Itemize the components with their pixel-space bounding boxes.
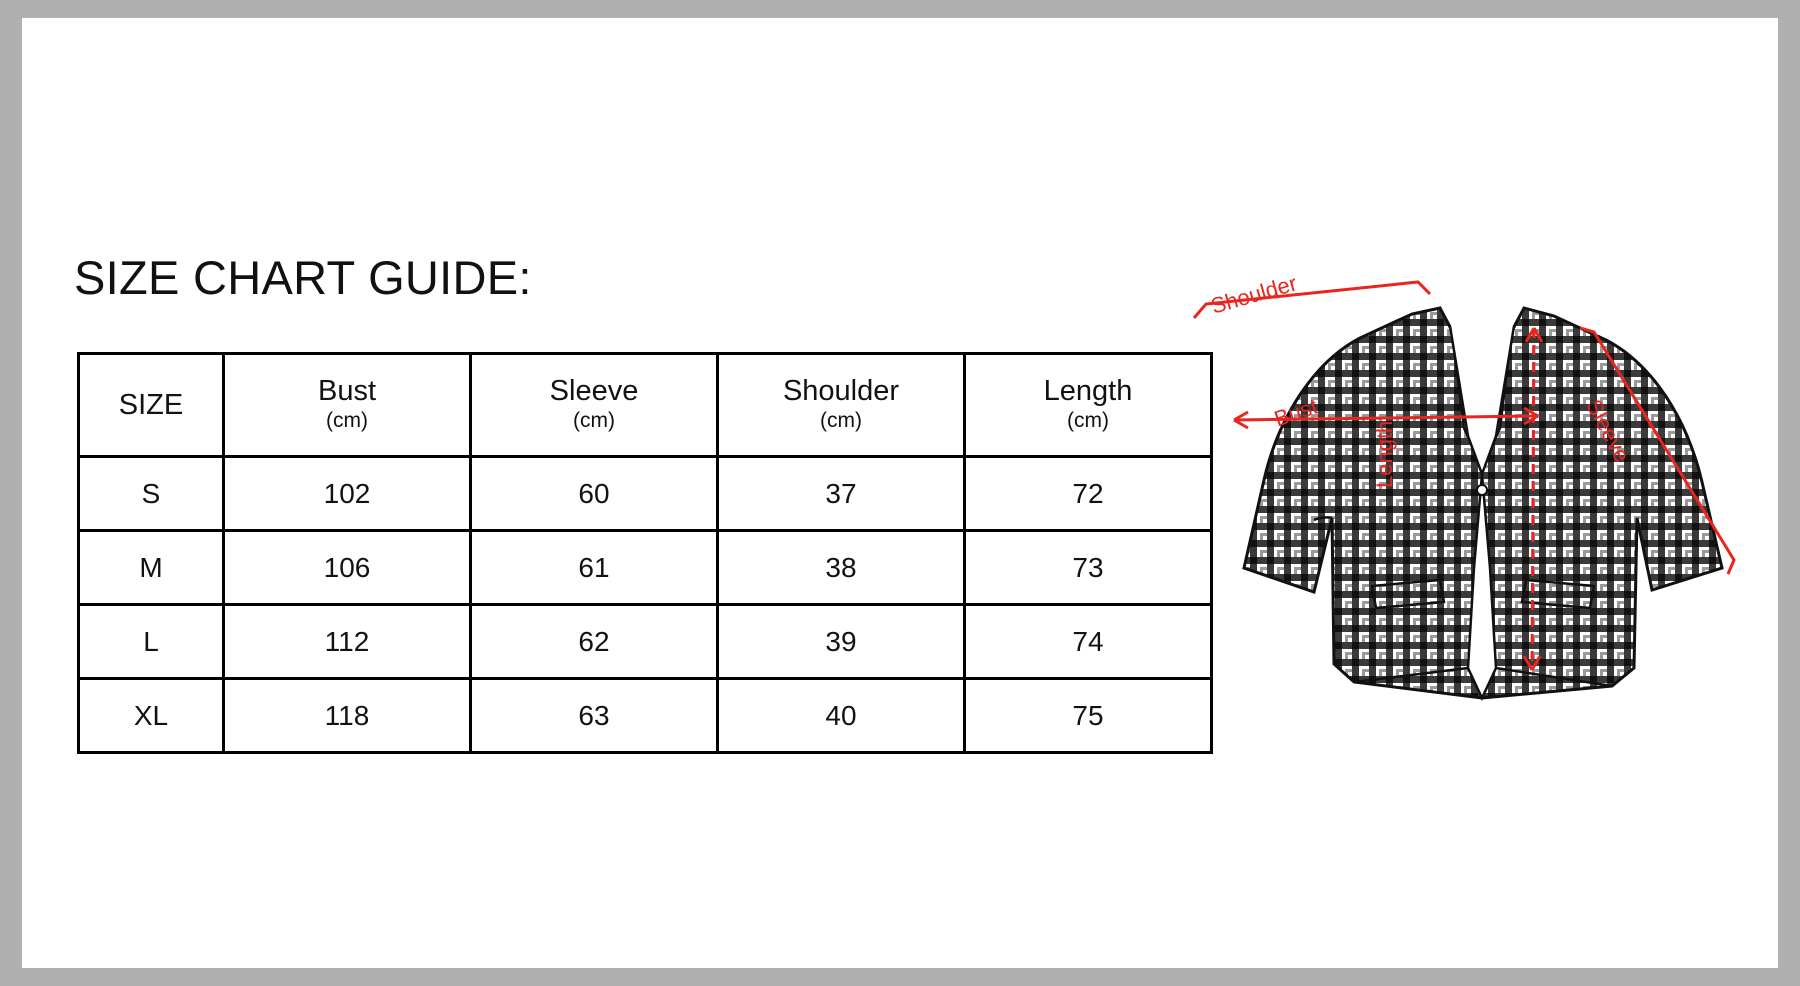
table-row [79,605,1212,679]
cell-length: 72 [965,457,1212,531]
cell-length: 73 [965,531,1212,605]
column-header-bust: Bust (cm) [224,354,471,457]
column-header-length: Length (cm) [965,354,1212,457]
size-chart-card [22,18,1778,968]
table-row [79,457,1212,531]
table-body [79,457,1212,753]
table-header-row [79,354,1212,457]
measure-label-sleeve: Sleeve [1581,395,1635,467]
cell-shoulder: 37 [718,457,965,531]
blazer-illustration [1182,268,1782,738]
cell-shoulder: 38 [718,531,965,605]
table-header [79,354,1212,457]
column-header-sleeve: Sleeve (cm) [471,354,718,457]
cell-shoulder: 40 [718,679,965,753]
cell-sleeve: 61 [471,531,718,605]
column-header-shoulder: Shoulder (cm) [718,354,965,457]
cell-sleeve: 62 [471,605,718,679]
cell-sleeve: 60 [471,457,718,531]
measure-label-length: Length [1372,420,1397,488]
table-row [79,531,1212,605]
cell-sleeve: 63 [471,679,718,753]
page-title: SIZE CHART GUIDE: [74,251,532,304]
cell-length: 74 [965,605,1212,679]
table-row [79,679,1212,753]
jacket-button [1477,485,1487,495]
blazer-svg [1182,268,1782,738]
cell-bust: 112 [224,605,471,679]
cell-length: 75 [965,679,1212,753]
cell-size: M [79,531,224,605]
cell-shoulder: 39 [718,605,965,679]
measure-label-shoulder: Shoulder [1208,270,1300,319]
cell-bust: 106 [224,531,471,605]
cell-bust: 118 [224,679,471,753]
cell-size: L [79,605,224,679]
size-chart-table [77,352,1213,754]
measure-label-bust: Bust [1270,393,1321,432]
cell-bust: 102 [224,457,471,531]
column-header-size: SIZE [79,354,224,457]
cell-size: S [79,457,224,531]
cell-size: XL [79,679,224,753]
length-measure-line [1532,328,1534,670]
